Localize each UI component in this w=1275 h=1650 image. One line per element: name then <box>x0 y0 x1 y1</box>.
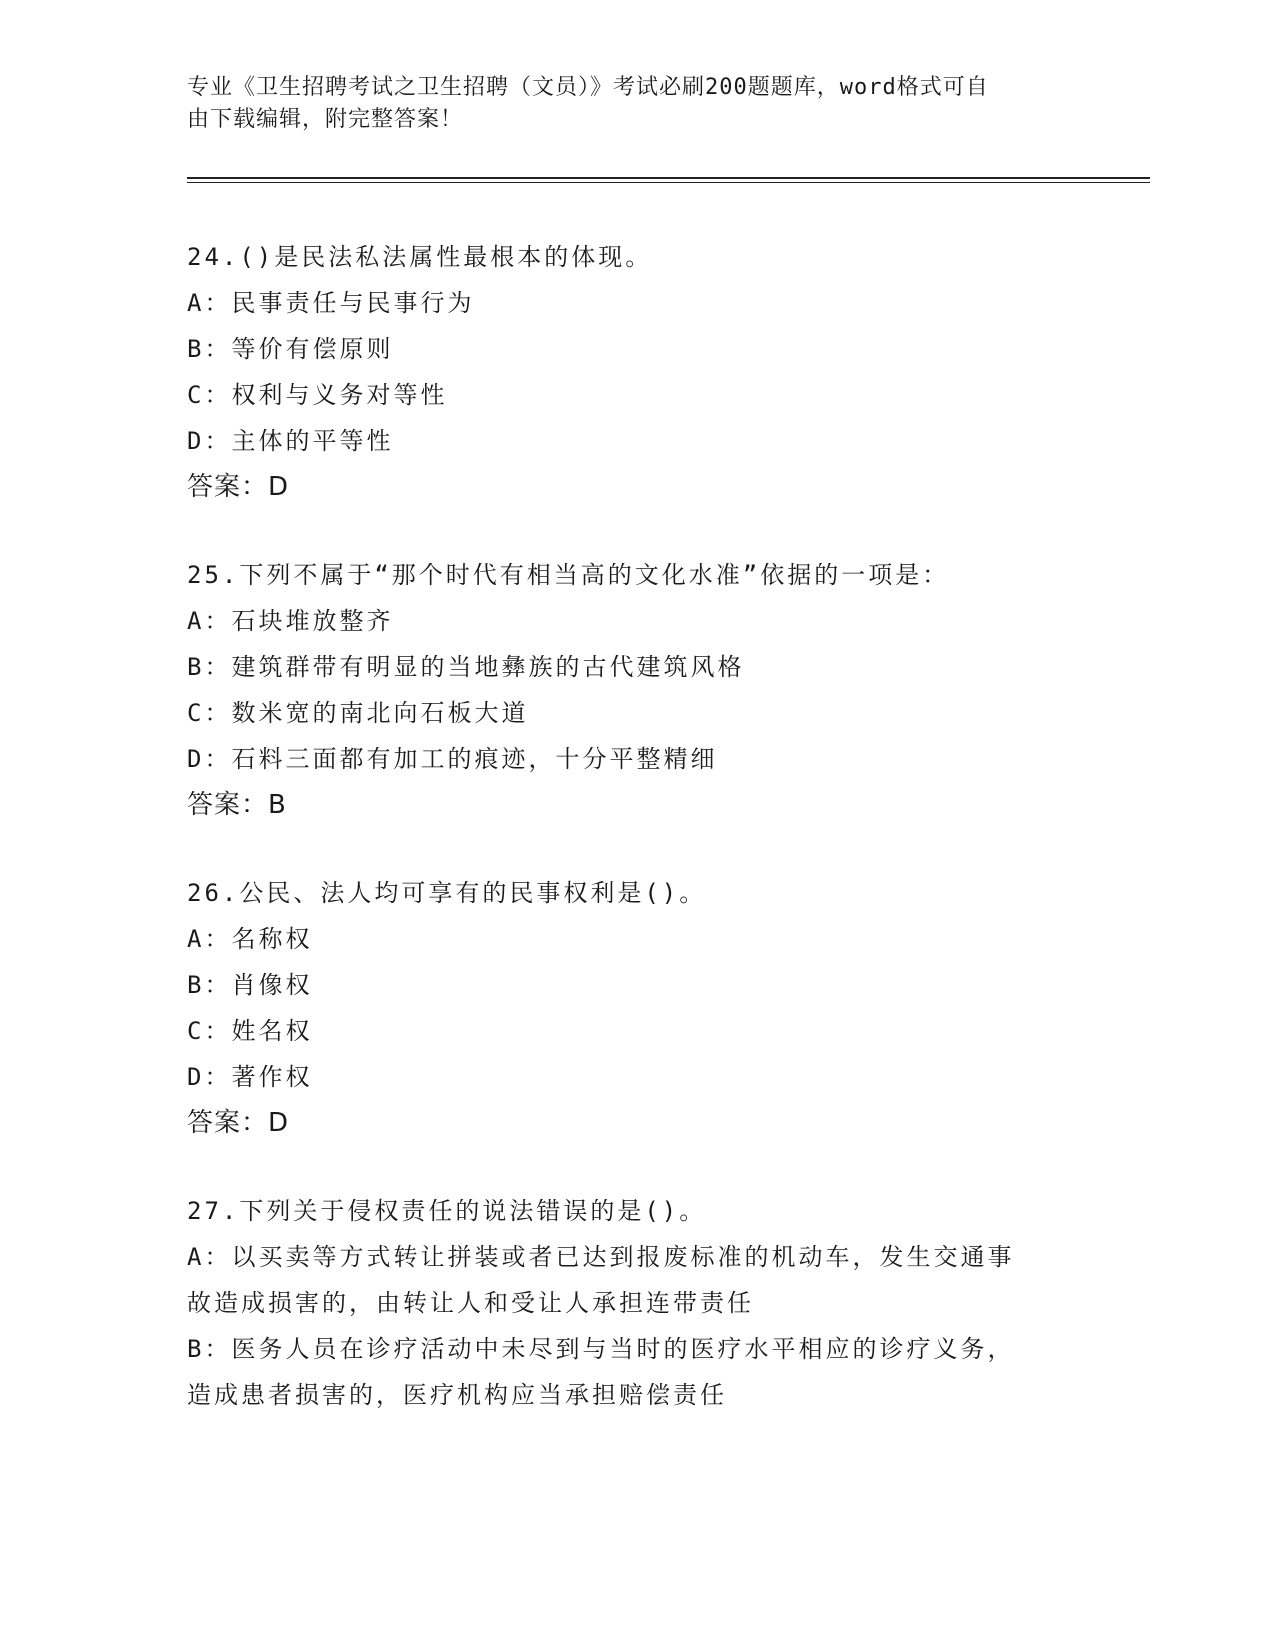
option-a: A：民事责任与民事行为 <box>187 289 475 317</box>
header-line-1: 专业《卫生招聘考试之卫生招聘（文员）》考试必刷200题题库，word格式可自 <box>187 75 989 100</box>
option-b-line-1: B：医务人员在诊疗活动中未尽到与当时的医疗水平相应的诊疗义务， <box>187 1335 1015 1363</box>
question-26 <box>187 870 1087 1146</box>
answer: 答案：D <box>187 472 290 502</box>
option-b: B：等价有偿原则 <box>187 335 394 363</box>
option-b <box>187 1326 1087 1418</box>
option-d: D：石料三面都有加工的痕迹，十分平整精细 <box>187 745 718 773</box>
answer: 答案：D <box>187 1108 290 1138</box>
option-b: B：建筑群带有明显的当地彝族的古代建筑风格 <box>187 653 745 681</box>
option-c: C：姓名权 <box>187 1017 313 1045</box>
header-divider-thin <box>187 182 1150 183</box>
document-header <box>187 72 1067 136</box>
option-a: A：名称权 <box>187 925 313 953</box>
option-a: A：石块堆放整齐 <box>187 607 394 635</box>
question-stem: 25.下列不属于“那个时代有相当高的文化水准”依据的一项是： <box>187 561 950 589</box>
question-list <box>187 234 1087 1418</box>
question-25 <box>187 552 1087 828</box>
option-d: D：主体的平等性 <box>187 427 394 455</box>
question-24 <box>187 234 1087 510</box>
header-line-2: 由下载编辑，附完整答案！ <box>187 107 464 132</box>
option-b-line-2: 造成患者损害的，医疗机构应当承担赔偿责任 <box>187 1381 727 1409</box>
question-stem: 27.下列关于侵权责任的说法错误的是()。 <box>187 1197 707 1225</box>
option-a-line-2: 故造成损害的，由转让人和受让人承担连带责任 <box>187 1289 754 1317</box>
option-a <box>187 1234 1087 1326</box>
option-b: B：肖像权 <box>187 971 313 999</box>
answer: 答案：B <box>187 790 287 820</box>
option-a-line-1: A：以买卖等方式转让拼装或者已达到报废标准的机动车，发生交通事 <box>187 1243 1015 1271</box>
question-stem: 24.()是民法私法属性最根本的体现。 <box>187 243 653 271</box>
question-27 <box>187 1188 1087 1418</box>
header-divider-thick <box>187 177 1150 179</box>
option-d: D：著作权 <box>187 1063 313 1091</box>
question-stem: 26.公民、法人均可享有的民事权利是()。 <box>187 879 707 907</box>
option-c: C：权利与义务对等性 <box>187 381 448 409</box>
option-c: C：数米宽的南北向石板大道 <box>187 699 529 727</box>
